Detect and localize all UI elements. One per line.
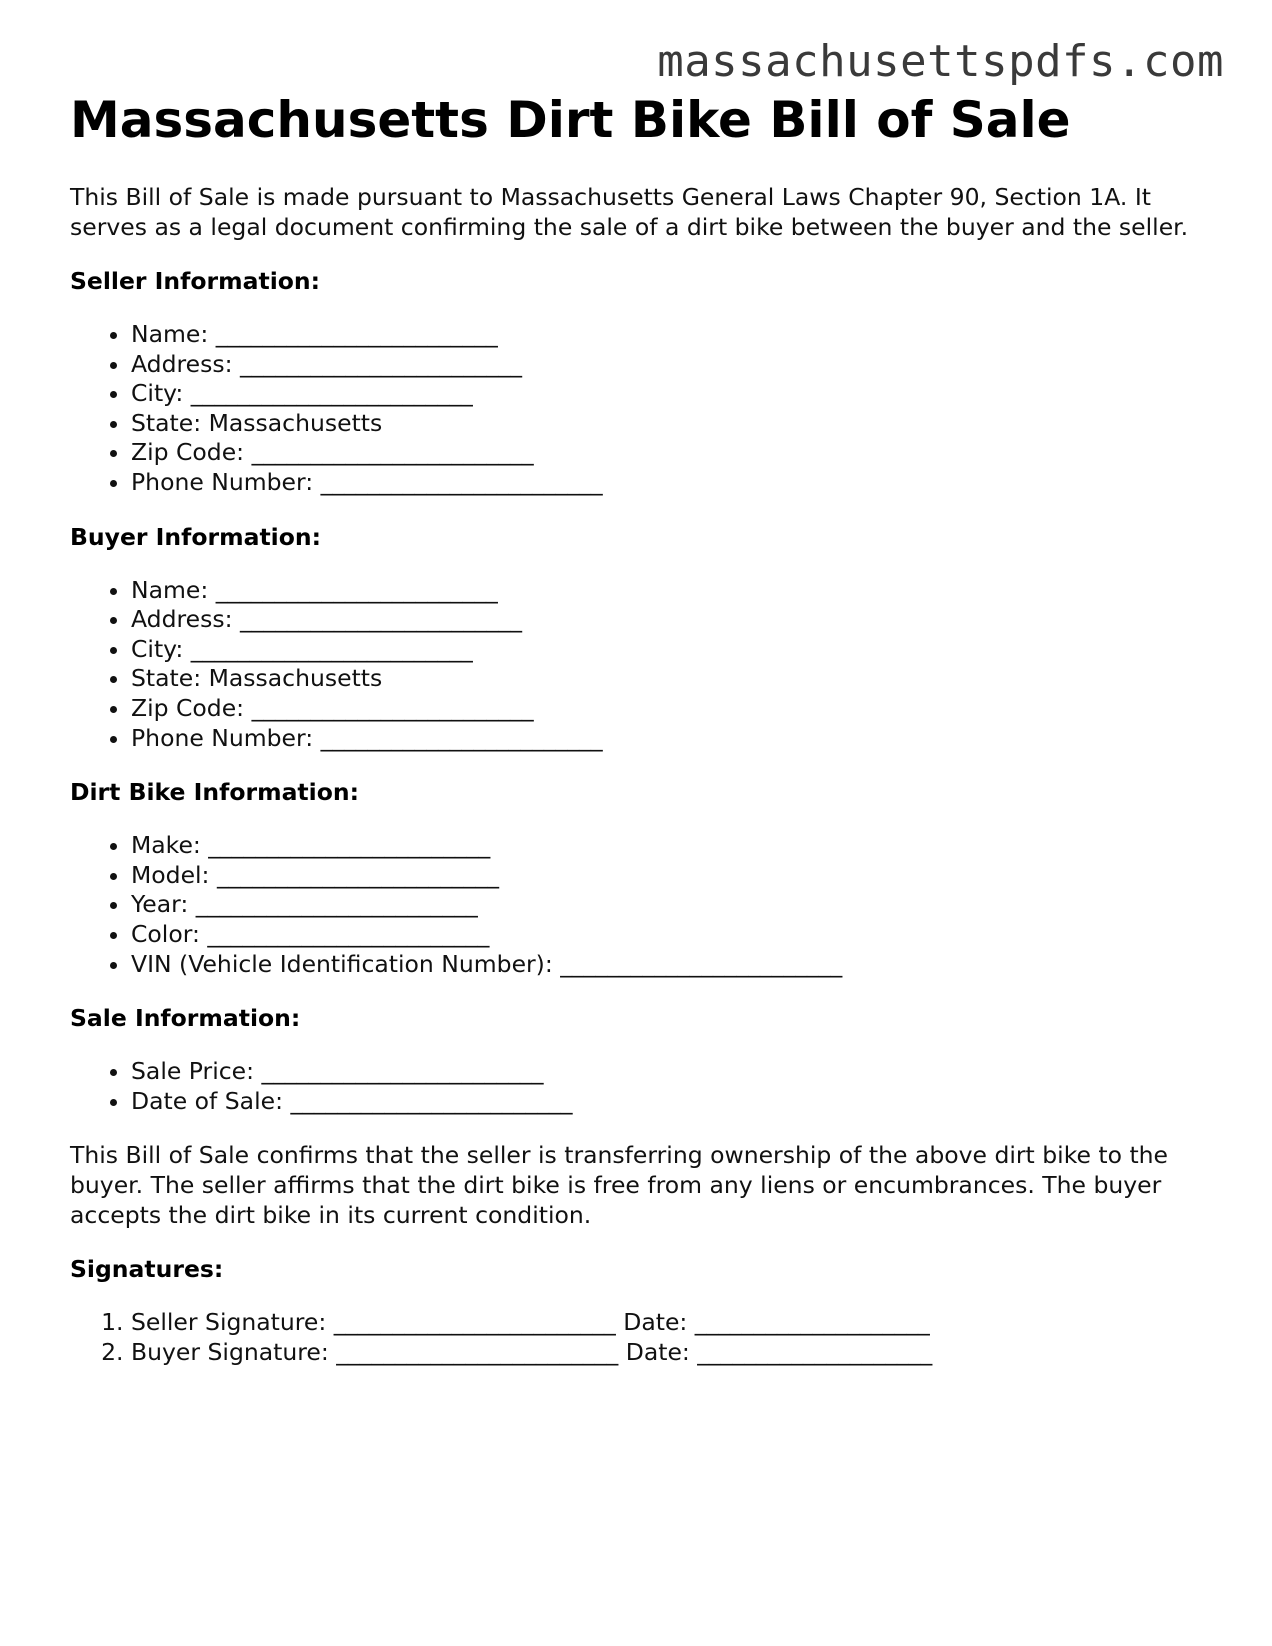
signatures-heading: Signatures: — [70, 1255, 224, 1284]
buyer-address-field[interactable]: • Address: ________________________ — [131, 605, 1210, 635]
sale-price-field[interactable]: • Sale Price: ________________________ — [131, 1057, 1210, 1087]
document-title: Massachusetts Dirt Bike Bill of Sale — [70, 91, 1071, 149]
bike-list — [70, 831, 1210, 979]
seller-state-field: • State: Massachusetts — [131, 409, 1210, 439]
seller-heading: Seller Information: — [70, 267, 321, 295]
seller-name-field[interactable]: • Name: ________________________ — [131, 320, 1210, 350]
bike-year-field[interactable]: • Year: ________________________ — [131, 890, 1210, 920]
document-page — [70, 88, 1210, 1367]
bike-model-field[interactable]: • Model: ________________________ — [131, 861, 1210, 891]
buyer-name-field[interactable]: • Name: ________________________ — [131, 576, 1210, 606]
seller-signature-field[interactable]: 1. Seller Signature: ________________________ Date: ____________________ — [131, 1308, 1210, 1338]
sale-date-field[interactable]: • Date of Sale: ________________________ — [131, 1087, 1210, 1117]
seller-address-field[interactable]: • Address: ________________________ — [131, 350, 1210, 380]
buyer-heading: Buyer Information: — [70, 522, 322, 551]
sale-heading: Sale Information: — [70, 1004, 301, 1033]
buyer-state-field: • State: Massachusetts — [131, 664, 1210, 694]
bike-make-field[interactable]: • Make: ________________________ — [131, 831, 1210, 861]
sale-list — [70, 1057, 1210, 1116]
buyer-list — [70, 576, 1210, 754]
site-watermark: massachusettspdfs.com — [657, 36, 1224, 87]
buyer-zip-field[interactable]: • Zip Code: ________________________ — [131, 694, 1210, 724]
seller-zip-field[interactable]: • Zip Code: ________________________ — [131, 438, 1210, 468]
seller-phone-field[interactable]: • Phone Number: ________________________ — [131, 468, 1210, 498]
closing-paragraph: This Bill of Sale confirms that the seller is transferring ownership of the above dirt bike to the buyer. The seller affirms that the dirt bike is free from any liens or encumbrances. The buyer accepts the dirt bike in its current condition. — [70, 1141, 1169, 1230]
intro-paragraph: This Bill of Sale is made pursuant to Massachusetts General Laws Chapter 90, Section 1A. It serves as a legal document confirming the sale of a dirt bike between the buyer and the seller. — [70, 183, 1189, 241]
seller-city-field[interactable]: • City: ________________________ — [131, 379, 1210, 409]
buyer-phone-field[interactable]: • Phone Number: ________________________ — [131, 724, 1210, 754]
signatures-list — [70, 1308, 1210, 1367]
buyer-signature-field[interactable]: 2. Buyer Signature: ________________________ Date: ____________________ — [131, 1338, 1210, 1368]
bike-heading: Dirt Bike Information: — [70, 778, 359, 807]
bike-color-field[interactable]: • Color: ________________________ — [131, 920, 1210, 950]
bike-vin-field[interactable]: • VIN (Vehicle Identification Number): ________________________ — [131, 950, 1210, 980]
seller-list — [70, 320, 1210, 498]
buyer-city-field[interactable]: • City: ________________________ — [131, 635, 1210, 665]
